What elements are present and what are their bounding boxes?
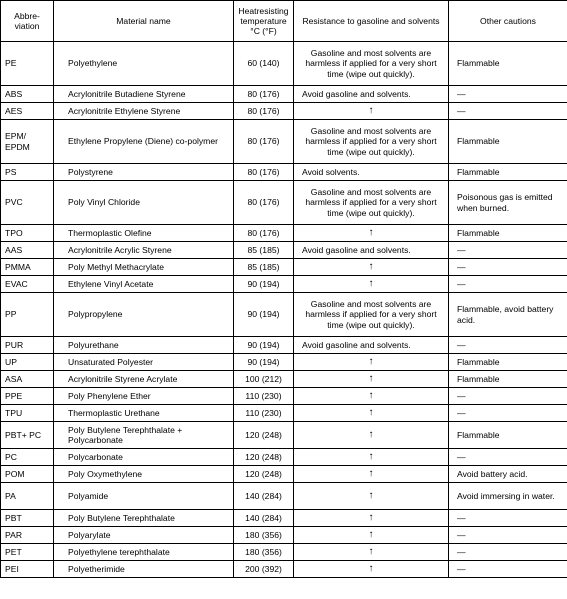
table-row xyxy=(1,103,567,120)
other-cautions-cell: — xyxy=(449,242,567,259)
material-name-cell: Poly Butylene Terephthalate xyxy=(54,510,234,527)
abbreviation-cell: ABS xyxy=(1,86,54,103)
material-name-cell: Acrylonitrile Styrene Acrylate xyxy=(54,371,234,388)
table-row xyxy=(1,483,567,510)
abbreviation-cell: ASA xyxy=(1,371,54,388)
resistance-cell: ↑ xyxy=(294,388,449,405)
abbreviation-cell: AAS xyxy=(1,242,54,259)
table-row xyxy=(1,120,567,164)
heat-temperature-cell: 120 (248) xyxy=(234,422,294,449)
table-row xyxy=(1,225,567,242)
other-cautions-cell: Flammable xyxy=(449,354,567,371)
abbreviation-cell: PEI xyxy=(1,561,54,578)
other-cautions-cell: Poisonous gas is emitted when burned. xyxy=(449,181,567,225)
table-row xyxy=(1,42,567,86)
heat-temperature-cell: 110 (230) xyxy=(234,388,294,405)
material-name-cell: Poly Butylene Terephthalate + Polycarbonate xyxy=(54,422,234,449)
other-cautions-cell: — xyxy=(449,103,567,120)
abbreviation-cell: PA xyxy=(1,483,54,510)
table-row xyxy=(1,337,567,354)
abbreviation-cell: PP xyxy=(1,293,54,337)
header-other-cautions: Other cautions xyxy=(449,1,567,42)
table-row xyxy=(1,181,567,225)
abbreviation-cell: PAR xyxy=(1,527,54,544)
material-name-cell: Poly Oxymethylene xyxy=(54,466,234,483)
other-cautions-cell: — xyxy=(449,337,567,354)
abbreviation-cell: PE xyxy=(1,42,54,86)
abbreviation-cell: EVAC xyxy=(1,276,54,293)
material-name-cell: Poly Methyl Methacrylate xyxy=(54,259,234,276)
heat-temperature-cell: 180 (356) xyxy=(234,527,294,544)
header-material-name: Material name xyxy=(54,1,234,42)
table-row xyxy=(1,527,567,544)
heat-temperature-cell: 80 (176) xyxy=(234,120,294,164)
heat-temperature-cell: 140 (284) xyxy=(234,483,294,510)
other-cautions-cell: Flammable, avoid battery acid. xyxy=(449,293,567,337)
table-row xyxy=(1,388,567,405)
abbreviation-cell: AES xyxy=(1,103,54,120)
table-row xyxy=(1,276,567,293)
abbreviation-cell: PBT+ PC xyxy=(1,422,54,449)
other-cautions-cell: — xyxy=(449,388,567,405)
other-cautions-cell: — xyxy=(449,544,567,561)
other-cautions-cell: Flammable xyxy=(449,164,567,181)
abbreviation-cell: PS xyxy=(1,164,54,181)
other-cautions-cell: Avoid immersing in water. xyxy=(449,483,567,510)
header-abbreviation: Abbre- viation xyxy=(1,1,54,42)
material-name-cell: Thermoplastic Olefine xyxy=(54,225,234,242)
header-heat-temperature: Heatresisting temperature °C (°F) xyxy=(234,1,294,42)
heat-temperature-cell: 85 (185) xyxy=(234,259,294,276)
other-cautions-cell: Flammable xyxy=(449,371,567,388)
resistance-cell: ↑ xyxy=(294,527,449,544)
abbreviation-cell: EPM/ EPDM xyxy=(1,120,54,164)
other-cautions-cell: — xyxy=(449,449,567,466)
resistance-cell: ↑ xyxy=(294,449,449,466)
table-row xyxy=(1,405,567,422)
other-cautions-cell: Avoid battery acid. xyxy=(449,466,567,483)
material-name-cell: Polyarylate xyxy=(54,527,234,544)
heat-temperature-cell: 120 (248) xyxy=(234,449,294,466)
heat-temperature-cell: 140 (284) xyxy=(234,510,294,527)
abbreviation-cell: POM xyxy=(1,466,54,483)
table-row xyxy=(1,164,567,181)
resistance-cell: ↑ xyxy=(294,371,449,388)
other-cautions-cell: — xyxy=(449,510,567,527)
heat-temperature-cell: 90 (194) xyxy=(234,337,294,354)
resistance-cell: ↑ xyxy=(294,259,449,276)
material-name-cell: Polyethylene terephthalate xyxy=(54,544,234,561)
other-cautions-cell: — xyxy=(449,527,567,544)
resistance-cell: ↑ xyxy=(294,466,449,483)
resistance-cell: ↑ xyxy=(294,103,449,120)
heat-temperature-cell: 180 (356) xyxy=(234,544,294,561)
abbreviation-cell: PMMA xyxy=(1,259,54,276)
other-cautions-cell: — xyxy=(449,259,567,276)
other-cautions-cell: Flammable xyxy=(449,120,567,164)
material-name-cell: Polypropylene xyxy=(54,293,234,337)
other-cautions-cell: — xyxy=(449,561,567,578)
material-name-cell: Poly Phenylene Ether xyxy=(54,388,234,405)
table-row xyxy=(1,466,567,483)
heat-temperature-cell: 80 (176) xyxy=(234,103,294,120)
resistance-cell: ↑ xyxy=(294,225,449,242)
abbreviation-cell: PPE xyxy=(1,388,54,405)
abbreviation-cell: PBT xyxy=(1,510,54,527)
abbreviation-cell: PVC xyxy=(1,181,54,225)
header-resistance: Resistance to gasoline and solvents xyxy=(294,1,449,42)
material-name-cell: Polystyrene xyxy=(54,164,234,181)
table-row xyxy=(1,293,567,337)
abbreviation-cell: PET xyxy=(1,544,54,561)
heat-temperature-cell: 90 (194) xyxy=(234,276,294,293)
material-name-cell: Polyurethane xyxy=(54,337,234,354)
table-row xyxy=(1,544,567,561)
table-row xyxy=(1,86,567,103)
abbreviation-cell: TPU xyxy=(1,405,54,422)
heat-temperature-cell: 200 (392) xyxy=(234,561,294,578)
other-cautions-cell: Flammable xyxy=(449,422,567,449)
resistance-cell: ↑ xyxy=(294,483,449,510)
header-row xyxy=(1,1,567,42)
table-row xyxy=(1,449,567,466)
resistance-cell: Gasoline and most solvents are harmless if applied for a very short time (wipe out quickly). xyxy=(294,120,449,164)
resistance-cell: ↑ xyxy=(294,276,449,293)
heat-temperature-cell: 60 (140) xyxy=(234,42,294,86)
other-cautions-cell: — xyxy=(449,86,567,103)
material-name-cell: Polycarbonate xyxy=(54,449,234,466)
material-name-cell: Ethylene Propylene (Diene) co-polymer xyxy=(54,120,234,164)
resistance-cell: Avoid gasoline and solvents. xyxy=(294,242,449,259)
heat-temperature-cell: 80 (176) xyxy=(234,164,294,181)
material-name-cell: Thermoplastic Urethane xyxy=(54,405,234,422)
material-name-cell: Unsaturated Polyester xyxy=(54,354,234,371)
table-header xyxy=(1,1,567,42)
table-row xyxy=(1,259,567,276)
resistance-cell: ↑ xyxy=(294,544,449,561)
abbreviation-cell: UP xyxy=(1,354,54,371)
table-row xyxy=(1,561,567,578)
heat-temperature-cell: 80 (176) xyxy=(234,86,294,103)
other-cautions-cell: Flammable xyxy=(449,225,567,242)
abbreviation-cell: PUR xyxy=(1,337,54,354)
material-name-cell: Acrylonitrile Ethylene Styrene xyxy=(54,103,234,120)
table-row xyxy=(1,510,567,527)
resistance-cell: Avoid gasoline and solvents. xyxy=(294,86,449,103)
resistance-cell: Gasoline and most solvents are harmless if applied for a very short time (wipe out quickly). xyxy=(294,293,449,337)
heat-temperature-cell: 85 (185) xyxy=(234,242,294,259)
resistance-cell: ↑ xyxy=(294,405,449,422)
resistance-cell: Avoid gasoline and solvents. xyxy=(294,337,449,354)
heat-temperature-cell: 100 (212) xyxy=(234,371,294,388)
abbreviation-cell: TPO xyxy=(1,225,54,242)
material-name-cell: Polyethylene xyxy=(54,42,234,86)
resistance-cell: Avoid solvents. xyxy=(294,164,449,181)
table-row xyxy=(1,371,567,388)
resistance-cell: ↑ xyxy=(294,354,449,371)
material-name-cell: Poly Vinyl Chloride xyxy=(54,181,234,225)
resistance-cell: ↑ xyxy=(294,561,449,578)
resistance-cell: Gasoline and most solvents are harmless if applied for a very short time (wipe out quickly). xyxy=(294,42,449,86)
heat-temperature-cell: 80 (176) xyxy=(234,225,294,242)
table-row xyxy=(1,242,567,259)
heat-temperature-cell: 120 (248) xyxy=(234,466,294,483)
heat-temperature-cell: 90 (194) xyxy=(234,293,294,337)
table-row xyxy=(1,422,567,449)
material-name-cell: Polyamide xyxy=(54,483,234,510)
other-cautions-cell: — xyxy=(449,405,567,422)
heat-temperature-cell: 80 (176) xyxy=(234,181,294,225)
material-name-cell: Acrylonitrile Acrylic Styrene xyxy=(54,242,234,259)
material-name-cell: Ethylene Vinyl Acetate xyxy=(54,276,234,293)
table-row xyxy=(1,354,567,371)
other-cautions-cell: Flammable xyxy=(449,42,567,86)
material-name-cell: Polyetherimide xyxy=(54,561,234,578)
resistance-cell: Gasoline and most solvents are harmless if applied for a very short time (wipe out quickly). xyxy=(294,181,449,225)
resistance-cell: ↑ xyxy=(294,510,449,527)
resistance-cell: ↑ xyxy=(294,422,449,449)
other-cautions-cell: — xyxy=(449,276,567,293)
table-body xyxy=(1,42,567,578)
heat-temperature-cell: 90 (194) xyxy=(234,354,294,371)
material-name-cell: Acrylonitrile Butadiene Styrene xyxy=(54,86,234,103)
abbreviation-cell: PC xyxy=(1,449,54,466)
heat-temperature-cell: 110 (230) xyxy=(234,405,294,422)
